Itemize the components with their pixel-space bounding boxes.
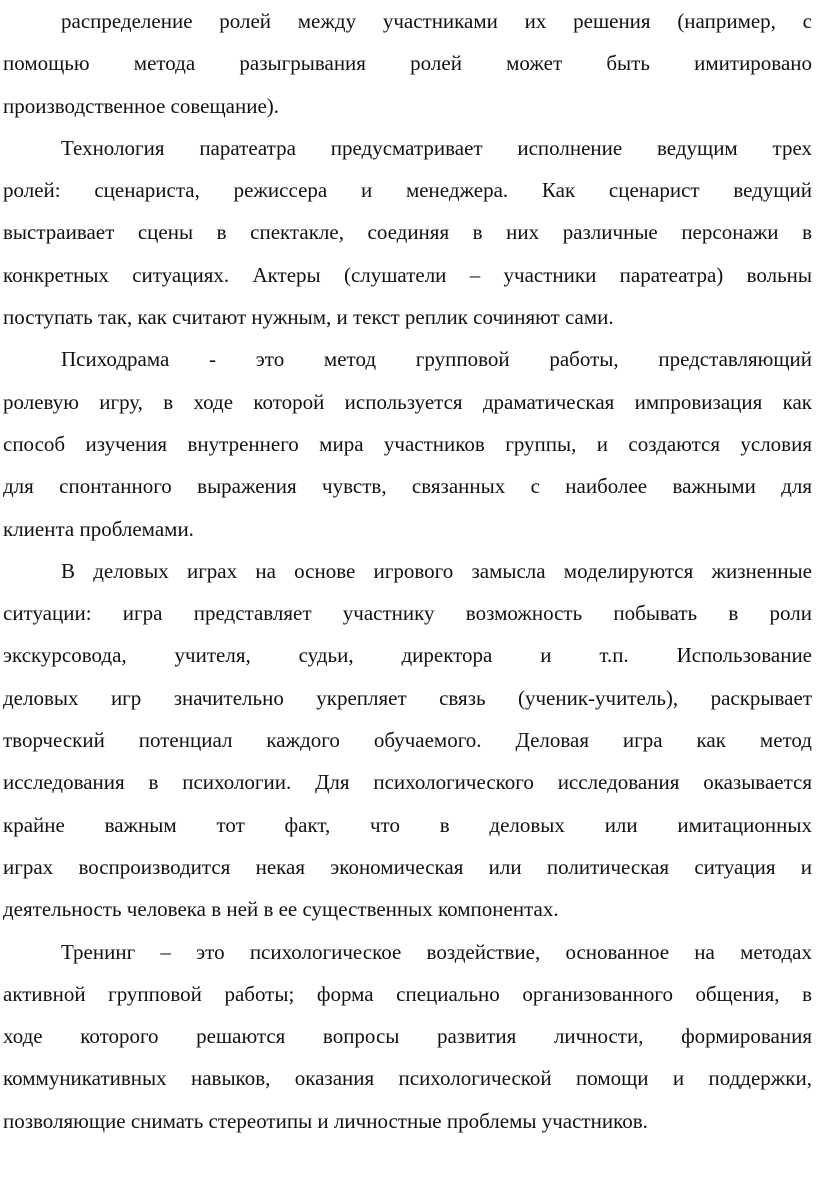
- text-line: ролевую игру, в ходе которой используется драматическая импровизация как: [3, 389, 812, 414]
- text-line: деловых игр значительно укрепляет связь (ученик-учитель), раскрывает: [3, 685, 812, 710]
- text-line: выстраивает сцены в спектакле, соединяя в них различные персонажи в: [3, 220, 812, 245]
- text-line: активной групповой работы; форма специально организованного общения, в: [3, 981, 812, 1006]
- text-line: Технология паратеатра предусматривает исполнение ведущим трех: [61, 135, 812, 160]
- text-line: распределение ролей между участниками их решения (например, с: [61, 9, 812, 33]
- text-line: для спонтанного выражения чувств, связанных с наиболее важными для: [3, 474, 812, 499]
- text-line: коммуникативных навыков, оказания психологической помощи и поддержки,: [3, 1066, 812, 1091]
- text-line: поступать так, как считают нужным, и текст реплик сочиняют сами.: [3, 305, 614, 330]
- text-line: играх воспроизводится некая экономическая или политическая ситуация и: [3, 854, 812, 879]
- text-line: ситуации: игра представляет участнику возможность побывать в роли: [3, 601, 812, 626]
- paragraph-business-games: [3, 550, 812, 931]
- text-line: творческий потенциал каждого обучаемого. Деловая игра как метод: [3, 728, 812, 753]
- text-line: способ изучения внутреннего мира участников группы, и создаются условия: [3, 431, 812, 456]
- text-line: производственное совещание).: [3, 93, 280, 118]
- text-line: исследования в психологии. Для психологического исследования оказывается: [3, 770, 812, 795]
- text-line: деятельность человека в ней в ее существенных компонентах.: [3, 897, 559, 922]
- text-line: крайне важным тот факт, что в деловых или имитационных: [3, 812, 812, 837]
- text-line: позволяющие снимать стереотипы и личностные проблемы участников.: [3, 1108, 648, 1133]
- text-line: Психодрама - это метод групповой работы, представляющий: [61, 347, 812, 372]
- text-line: помощью метода разыгрывания ролей может быть имитировано: [3, 51, 812, 76]
- paragraph-paratheatre: [3, 127, 812, 338]
- text-line: клиента проблемами.: [3, 516, 194, 541]
- text-line: В деловых играх на основе игрового замысла моделируются жизненные: [61, 558, 812, 583]
- text-line: Тренинг – это психологическое воздействие, основанное на методах: [61, 939, 812, 964]
- text-line: конкретных ситуациях. Актеры (слушатели – участники паратеатра) вольны: [3, 262, 812, 287]
- paragraph-psychodrama: [3, 338, 812, 549]
- text-line: ролей: сценариста, режиссера и менеджера. Как сценарист ведущий: [3, 178, 812, 203]
- paragraph-role-distribution: [3, 0, 812, 127]
- text-line: экскурсовода, учителя, судьи, директора и т.п. Использование: [3, 643, 812, 668]
- text-line: ходе которого решаются вопросы развития личности, формирования: [3, 1024, 812, 1049]
- paragraph-training: [3, 931, 812, 1142]
